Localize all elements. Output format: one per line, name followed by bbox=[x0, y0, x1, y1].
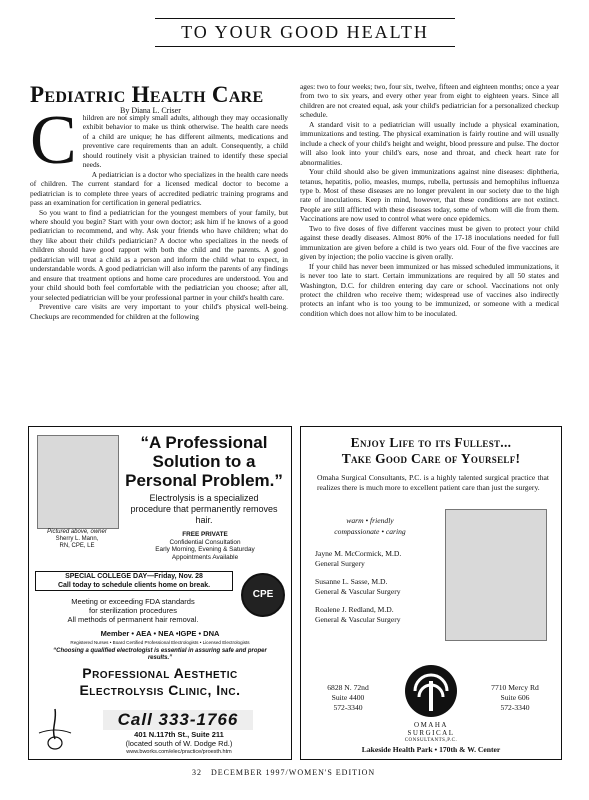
headline-line: Take Good Care of Yourself! bbox=[341, 451, 521, 466]
lakeside-location: Lakeside Health Park • 170th & W. Center bbox=[361, 745, 501, 754]
address-line: 401 N.117th St., Suite 211 bbox=[134, 730, 224, 739]
surgical-tagline bbox=[315, 515, 425, 537]
electrolysis-ad bbox=[28, 426, 292, 760]
header-rule-bottom bbox=[155, 46, 455, 47]
paragraph: So you want to find a pediatrician for the youngest members of your family, but where should you begin? Start with your own doctor; ask him if he knows of a good pediatrician to recommend, and why. Ask your friends who have children; what do they like about their child's pediatrician? A doctor who specializes in the needs of children should have good rapport with both the child and the parents. A good pediatrician will treat a child as a person and inform the child what to expect, in understandable words. A good pediatrician will also inform the parents of any findings and ensure that treatment options and home care procedures are understood. You and your child should both feel comfortable with the pediatrician you choose; after all, your selected pediatrician will be your professional partner in your child's health care. bbox=[30, 207, 288, 302]
paragraph: ages: two to four weeks; two, four six, twelve, fifteen and eighteen months; once a year from two to six years, and every other year from eight to eighteen years. Since all children are not created equal, ask your child's pediatrician for a personalized checkup schedule. bbox=[300, 82, 559, 120]
page-footer bbox=[192, 768, 375, 777]
surgical-intro: Omaha Surgical Consultants, P.C. is a highly talented surgical practice that realizes there is much more to excellent patient care than just the surgery. bbox=[317, 473, 549, 492]
address-line: (located south of W. Dodge Rd.) bbox=[125, 739, 233, 748]
footer-issue: DECEMBER 1997/WOMEN'S EDITION bbox=[211, 768, 376, 777]
fda-info bbox=[35, 597, 231, 624]
article-byline: By Diana L. Criser bbox=[120, 106, 181, 115]
section-header: TO YOUR GOOD HEALTH bbox=[181, 22, 429, 42]
photo-caption bbox=[31, 529, 123, 550]
quote: “Choosing a qualified electrologist is essential in assuring safe and proper results.” bbox=[53, 648, 267, 661]
free-private: FREE PRIVATE bbox=[182, 531, 228, 538]
doctor-specialty: General Surgery bbox=[315, 558, 365, 568]
page-number: 32 bbox=[192, 768, 202, 777]
doctor-specialty: General & Vascular Surgery bbox=[315, 586, 401, 596]
doctor-entry bbox=[315, 577, 445, 596]
paragraph: Preventive care visits are very important to your child's physical well-being. Checkups are recommended for children at the following bbox=[30, 302, 288, 321]
doctor-entry bbox=[315, 549, 445, 568]
caption-line: RN, CPE, LE bbox=[59, 543, 95, 549]
clinic-phone: Call 333-1766 bbox=[103, 710, 253, 730]
hours: Early Morning, Evening & Saturday bbox=[155, 546, 255, 554]
logo-line: SURGICAL bbox=[407, 729, 455, 737]
doctor-entry bbox=[315, 605, 445, 624]
address-line: 7710 Mercy Rd bbox=[491, 683, 539, 692]
clinic-url: www.bworks.com/elec/practice/proesth.htm bbox=[126, 749, 232, 755]
appointments: Appointments Available bbox=[171, 553, 239, 561]
doctor-list bbox=[315, 549, 445, 624]
fda-line: Meeting or exceeding FDA standards bbox=[71, 597, 195, 606]
address-line: 572-3340 bbox=[333, 703, 363, 712]
tagline-line: warm • friendly bbox=[346, 516, 394, 525]
address-line: Suite 4400 bbox=[331, 693, 365, 702]
consult: Confidential Consultation bbox=[169, 538, 241, 546]
article-title: Pediatric Health Care bbox=[30, 82, 264, 107]
clinic-name bbox=[39, 665, 281, 699]
clinic-address bbox=[89, 730, 269, 748]
paragraph: If your child has never been immunized or has missed scheduled immunizations, it is never too late to start. Certain immunizations are required by all 50 states and Washington, D.C. for children entering day care or school. Vaccinations not only protect the children who receive them; widespread use of vaccines also indirectly protects an infant who is too young to be immunized, or someone with a medical condition which does not allow him to be inoculated. bbox=[300, 261, 559, 318]
electrolysis-headline: “A Professional Solution to a Personal Problem.” bbox=[125, 433, 283, 490]
caption-line: Pictured above, owner bbox=[47, 529, 107, 535]
caption-line: Sherry L. Mann, bbox=[55, 536, 99, 542]
logo-line: OMAHA bbox=[414, 721, 448, 729]
owner-photo bbox=[37, 435, 119, 529]
consultation-info bbox=[125, 531, 285, 561]
doctor-specialty: General & Vascular Surgery bbox=[315, 614, 401, 624]
tagline-line: compassionate • caring bbox=[334, 527, 406, 536]
doctor-name: Roalene J. Redland, M.D. bbox=[315, 605, 394, 614]
paragraph: A pediatrician is a doctor who specializes in the health care needs of children. The current standard for a licensed medical doctor to become a pediatrician is to complete three years of accredited pediatric training programs and pass an examination for certification in general pediatrics. bbox=[30, 169, 288, 208]
header-rule-top bbox=[155, 18, 455, 19]
doctor-name: Jayne M. McCormick, M.D. bbox=[315, 549, 402, 558]
fda-line: All methods of permanent hair removal. bbox=[67, 615, 199, 624]
hair-follicle-icon bbox=[35, 707, 75, 751]
membership: Member • AEA • NEA •IGPE • DNA bbox=[100, 629, 220, 638]
office-address-1 bbox=[313, 683, 383, 713]
paragraph: hildren are not simply small adults, although they may occasionally exhibit behavior to make us think otherwise. The health care needs of a child are unique; he has different ailments, medications and preventive care requirements than an adult. Consequently, a child should routinely visit a physician trained to identify these special needs. bbox=[82, 113, 288, 170]
special2: Call today to schedule clients home on break. bbox=[57, 582, 211, 589]
address-line: 6828 N. 72nd bbox=[327, 683, 369, 692]
doctors-photo bbox=[445, 509, 547, 641]
fda-line: for sterilization procedures bbox=[89, 606, 177, 615]
omaha-surgical-logo-icon bbox=[403, 663, 459, 719]
special: SPECIAL COLLEGE DAY—Friday, Nov. 28 bbox=[65, 573, 203, 580]
address-line: 572-3340 bbox=[500, 703, 530, 712]
surgical-ad bbox=[300, 426, 562, 760]
surgical-headline bbox=[305, 435, 557, 467]
cpe-badge-icon: CPE bbox=[241, 573, 285, 617]
paragraph: Two to five doses of five different vaccines must be given to protect your child against these deadly diseases. Almost 80% of the 17-18 inoculations needed for full immunization are given before a child is two years old. Four of the five vaccines are given by injection; the polio vaccine is given orally. bbox=[300, 223, 559, 262]
registered-line: Registered Nurses • Board Certified Professional Electrologists • Licensed Electrologists bbox=[70, 640, 250, 645]
clinic-name-line: Professional Aesthetic bbox=[82, 665, 238, 681]
paragraph: Your child should also be given immunizations against nine diseases: diphtheria, tetanus, hepatitis, polio, measles, mumps, rubella, pertussis and hemophilus influenza type b. Most of these diseases are no longer prevalent in our society due to the high rate of inoculations. Keep in mind, however, that these conditions are not extinct. People are still afflicted with these diseases today, some of whom will die from them. Vaccinations are now used to control what were once epidemics. bbox=[300, 167, 559, 224]
college-day-banner bbox=[35, 571, 233, 591]
logo-wordmark bbox=[387, 721, 475, 745]
clinic-name-line: Electrolysis Clinic, Inc. bbox=[79, 682, 241, 698]
office-address-2 bbox=[477, 683, 553, 713]
drop-cap: C bbox=[30, 102, 77, 179]
electrolysis-subhead: Electrolysis is a specialized procedure that permanently removes hair. bbox=[130, 493, 278, 525]
address-line: Suite 606 bbox=[500, 693, 530, 702]
doctor-name: Susanne L. Sasse, M.D. bbox=[315, 577, 388, 586]
headline-line: Enjoy Life to its Fullest... bbox=[350, 435, 512, 450]
logo-line: CONSULTANTS,P.C. bbox=[404, 738, 458, 743]
paragraph: A standard visit to a pediatrician will usually include a physical examination, immunizations and testing. The physical examination is fairly routine and will usually include a check of your child's height and weight, blood pressure and pulse. The doctor will also look into your child's ears, nose and throat, and check heart rate for abnormalities. bbox=[300, 119, 559, 167]
article-column-2 bbox=[300, 82, 559, 318]
